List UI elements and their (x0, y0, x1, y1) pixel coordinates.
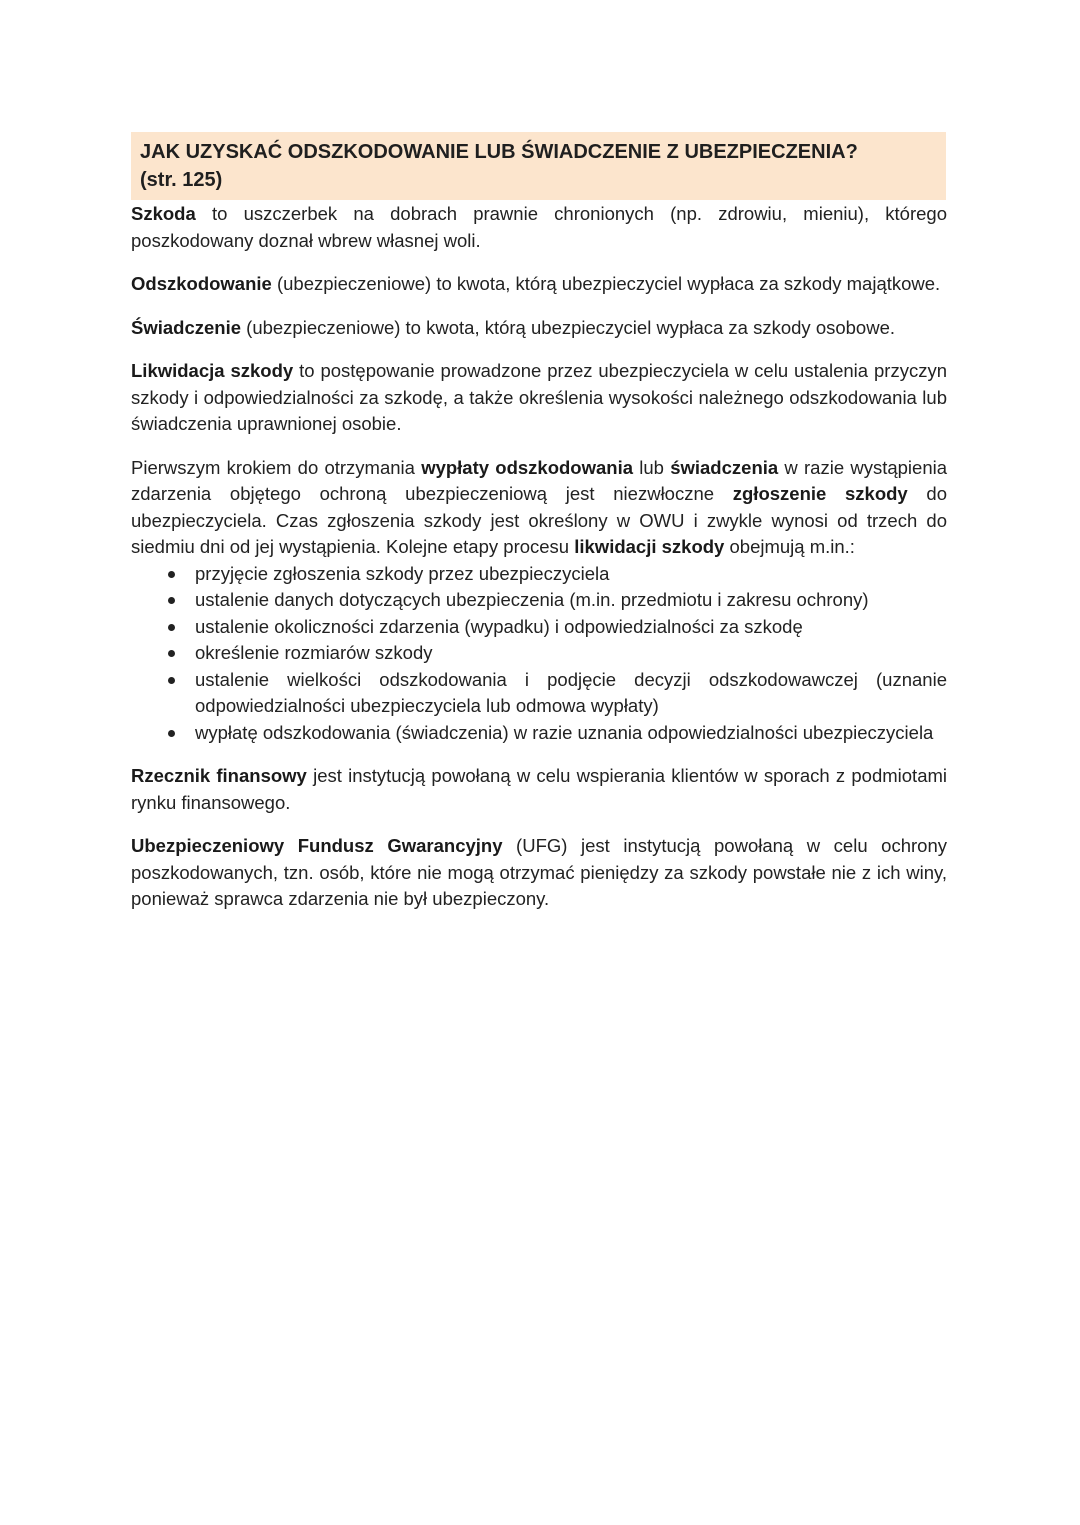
bullet-icon (168, 624, 175, 631)
term-ufg: Ubezpieczeniowy Fundusz Gwarancyjny (131, 835, 503, 856)
definition-text: (UFG) jest instytucją powołaną w celu ochrony poszkodowanych, tzn. osób, które nie mogą otrzymać pieniędzy za szkody powstałe nie z ich winy, ponieważ sprawca zdarzenia nie był ubezpieczony. (131, 835, 947, 909)
definition-text: to postępowanie prowadzone przez ubezpieczyciela w celu ustalenia przyczyn szkody i odpowiedzialności za szkodę, a także określenia wysokości należnego odszkodowania lub świadczenia uprawnionej osobie. (131, 360, 947, 434)
section-heading (140, 138, 938, 194)
list-item (195, 561, 947, 588)
definition-odszkodowanie (131, 271, 947, 298)
definition-text: (ubezpieczeniowe) to kwota, którą ubezpieczyciel wypłaca za szkody majątkowe. (271, 273, 941, 294)
heading-line-1: JAK UZYSKAĆ ODSZKODOWANIE LUB ŚWIADCZENIE Z UBEZPIECZENIA? (140, 141, 858, 163)
list-item (195, 587, 947, 614)
document-body (131, 201, 947, 930)
list-item (195, 667, 947, 720)
definition-likwidacja (131, 358, 947, 438)
list-item (195, 720, 947, 747)
intro-bold: zgłoszenie szkody (732, 483, 908, 504)
bullet-icon (168, 650, 175, 657)
definition-text: jest instytucją powołaną w celu wspierania klientów w sporach z podmiotami rynku finansowego. (131, 765, 948, 813)
section-heading-box (131, 132, 946, 200)
definition-szkoda (131, 201, 947, 254)
process-steps-list (131, 561, 947, 747)
definition-text: to uszczerbek na dobrach prawnie chronionych (np. zdrowiu, mieniu), którego poszkodowany doznał wbrew własnej woli. (131, 203, 947, 251)
intro-bold: likwidacji szkody (574, 536, 725, 557)
bullet-icon (168, 730, 175, 737)
intro-text: obejmują m.in.: (724, 536, 855, 557)
list-item-text: ustalenie okoliczności zdarzenia (wypadku) i odpowiedzialności za szkodę (195, 615, 803, 637)
list-item-text: określenie rozmiarów szkody (195, 642, 433, 663)
bullet-icon (168, 677, 175, 684)
term-odszkodowanie: Odszkodowanie (131, 273, 272, 294)
list-item (195, 640, 947, 667)
bullet-icon (168, 597, 175, 604)
term-szkoda: Szkoda (131, 203, 196, 224)
list-item-text: ustalenie danych dotyczących ubezpieczenia (m.in. przedmiotu i zakresu ochrony) (195, 589, 869, 610)
heading-line-2: (str. 125) (140, 169, 223, 191)
intro-text: lub (633, 456, 671, 478)
term-rzecznik: Rzecznik finansowy (131, 765, 307, 786)
process-intro-paragraph (131, 455, 947, 561)
definition-rzecznik (131, 763, 947, 816)
definition-text: (ubezpieczeniowe) to kwota, którą ubezpieczyciel wypłaca za szkody osobowe. (241, 316, 896, 338)
definition-swiadczenie (131, 315, 947, 342)
intro-text: do ubezpieczyciela. Czas zgłoszenia szkody jest określony w OWU i zwykle wynosi od trzech do siedmiu dni od jej wystąpienia. Kolejne etapy procesu (131, 483, 947, 557)
intro-text: Pierwszym krokiem do otrzymania (131, 456, 422, 478)
list-item-text: przyjęcie zgłoszenia szkody przez ubezpieczyciela (195, 562, 610, 584)
intro-bold: świadczenia (670, 456, 779, 478)
list-item-text: ustalenie wielkości odszkodowania i podjęcie decyzji odszkodowawczej (uznanie odpowiedzialności ubezpieczyciela lub odmowa wypłaty) (195, 668, 947, 716)
term-likwidacja: Likwidacja szkody (131, 360, 294, 381)
list-item (195, 614, 947, 641)
list-item-text: wypłatę odszkodowania (świadczenia) w razie uznania odpowiedzialności ubezpieczyciela (195, 721, 934, 743)
definition-ufg (131, 833, 947, 913)
bullet-icon (168, 571, 175, 578)
intro-text: w razie wystąpienia zdarzenia objętego ochroną ubezpieczeniową jest niezwłoczne (131, 456, 948, 504)
intro-bold: wypłaty odszkodowania (421, 456, 634, 478)
term-swiadczenie: Świadczenie (131, 316, 242, 338)
